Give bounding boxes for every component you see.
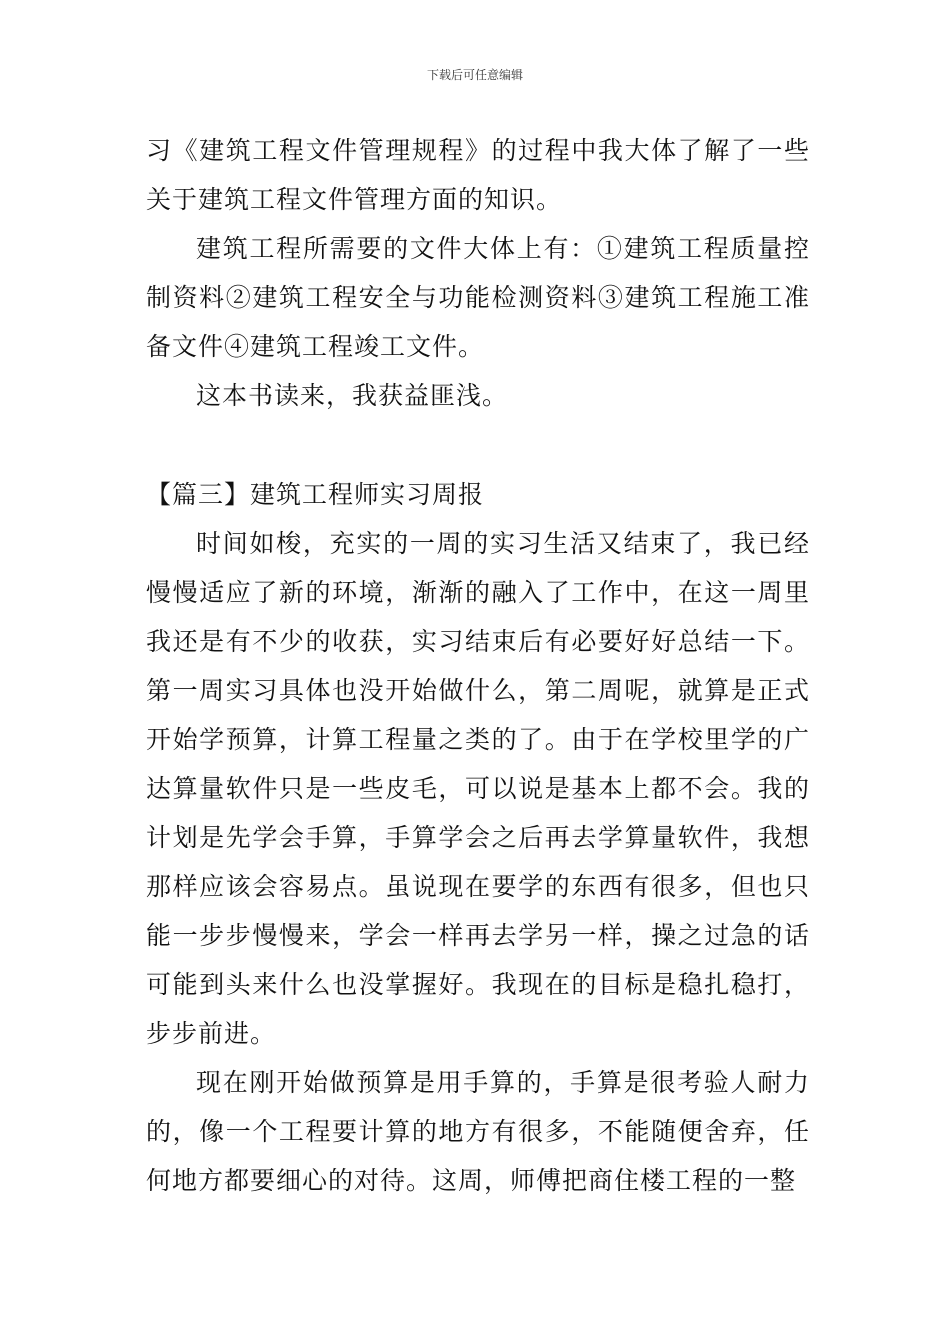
- document-body: [146, 126, 810, 1205]
- paragraph: 建筑工程所需要的文件大体上有：①建筑工程质量控制资料②建筑工程安全与功能检测资料③建筑工程施工准备文件④建筑工程竣工文件。: [146, 234, 810, 361]
- paragraph: 习《建筑工程文件管理规程》的过程中我大体了解了一些关于建筑工程文件管理方面的知识。: [146, 136, 810, 214]
- page-header: 下载后可任意编辑: [426, 68, 523, 82]
- paragraph: 现在刚开始做预算是用手算的，手算是很考验人耐力的，像一个工程要计算的地方有很多，不能随便舍弃，任何地方都要细心的对待。这周，师傅把商住楼工程的一整: [146, 1068, 810, 1195]
- paragraph: 这本书读来，我获益匪浅。: [196, 381, 509, 410]
- paragraph: 时间如梭，充实的一周的实习生活又结束了，我已经慢慢适应了新的环境，渐渐的融入了工作中，在这一周里我还是有不少的收获，实习结束后有必要好好总结一下。第一周实习具体也没开始做什么，第二周呢，就算是正式开始学预算，计算工程量之类的了。由于在学校里学的广达算量软件只是一些皮毛，可以说是基本上都不会。我的计划是先学会手算，手算学会之后再去学算量软件，我想那样应该会容易点。虽说现在要学的东西有很多，但也只能一步步慢慢来，学会一样再去学另一样，操之过急的话可能到头来什么也没掌握好。我现在的目标是稳扎稳打，步步前进。: [146, 529, 810, 1048]
- section-title: 【篇三】建筑工程师实习周报: [146, 480, 485, 509]
